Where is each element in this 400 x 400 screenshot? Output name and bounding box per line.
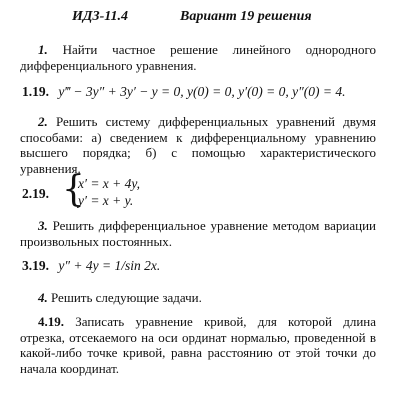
system-equation-1: x′ = x + 4y, xyxy=(78,176,141,191)
task-2-label: 2.19. xyxy=(22,186,49,201)
task-4-instruction xyxy=(20,290,376,306)
task-2-text: Решить систему дифференциальных уравнений двумя способами: а) сведением к дифференциальному уравнению высшего порядка; б) с помощью характеристического уравнения. xyxy=(20,114,376,176)
task-4-label: 4.19. xyxy=(38,314,64,329)
task-1-instruction xyxy=(20,42,376,73)
task-1-equation-line xyxy=(22,84,346,100)
assignment-code: ИДЗ-11.4 xyxy=(72,9,128,24)
task-3-label: 3.19. xyxy=(22,258,49,273)
task-1-number: 1. xyxy=(38,42,48,57)
task-3-equation-line xyxy=(22,258,160,274)
task-4-text: Решить следующие задачи. xyxy=(51,290,202,305)
task-2-number: 2. xyxy=(38,114,48,129)
task-3-number: 3. xyxy=(38,218,48,233)
task-2-instruction xyxy=(20,114,376,176)
task-3-equation: y″ + 4y = 1/sin 2x. xyxy=(58,258,161,273)
variant-title: Вариант 19 решения xyxy=(180,9,312,24)
task-3-instruction xyxy=(20,218,376,249)
task-4-problem-text: Записать уравнение кривой, для которой длина отрезка, отсекаемого на оси ординат нормалью, проведенной в какой-либо точке кривой, равна расстоянию от этой точки до начала координат. xyxy=(20,314,377,376)
task-4-number: 4. xyxy=(38,290,48,305)
task-1-equation: y‴ − 3y″ + 3y′ − y = 0, y(0) = 0, y′(0) = 0, y″(0) = 4. xyxy=(58,84,346,99)
task-1-text: Найти частное решение линейного однородного дифференциального уравнения. xyxy=(20,42,376,73)
task-3-text: Решить дифференциальное уравнение методом вариации произвольных постоянных. xyxy=(20,218,376,249)
system-equation-2: y′ = x + y. xyxy=(78,193,134,208)
system-brace: { xyxy=(62,169,85,210)
task-4-problem xyxy=(20,314,376,376)
task-1-label: 1.19. xyxy=(22,84,49,99)
